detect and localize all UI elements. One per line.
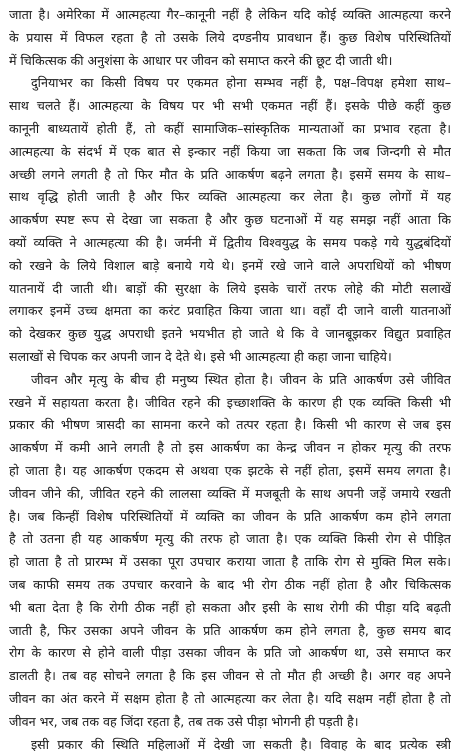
paragraph-4 <box>9 734 451 756</box>
text-line: जीवन जीने की, जीवित रहने की लालसा व्यक्ति में मजबूती के साथ अपनी जड़ें जमाये रखती <box>9 483 451 506</box>
text-line: यातनायें दी जाती थी। बाड़ों की सुरक्षा के लिये इसके चारों तरफ लोहे की मोटी सलाखें <box>9 278 451 301</box>
text-line: आत्महत्या के संदर्भ में एक बात से इन्कार नहीं किया जा सकता कि जब जिन्दगी से मौत <box>9 141 451 164</box>
text-line: आकर्षण में कमी आने लगती है तो इस आकर्षण का केन्द्र जीवन न होकर मृत्यु की तरफ <box>9 437 451 460</box>
text-line: जब काफी समय तक उपचार करवाने के बाद भी रोग ठीक नहीं होता है और चिकित्सक <box>9 574 451 597</box>
text-line: आकर्षण स्पष्ट रूप से देखा जा सकता है और कुछ घटनाओं में यह समझ नहीं आता कि <box>9 209 451 232</box>
text-line: हो जाता है तो प्रारम्भ में उसका पूरा उपचार कराया जाता है ताकि रोग से मुक्ति मिल सके। <box>9 551 451 574</box>
text-line: रोग के कारण से होने वाली पीड़ा उसका जीवन के प्रति जो आकर्षण था, उसे समाप्त कर <box>9 642 451 665</box>
text-line: दुनियाभर का किसी विषय पर एकमत होना सम्भव नहीं है, पक्ष–विपक्ष हमेशा साथ– <box>9 72 451 95</box>
paragraph-3 <box>9 369 451 734</box>
text-line: जाता है। अमेरिका में आत्महत्या गैर–कानूनी नहीं है लेकिन यदि कोई व्यक्ति आत्महत्या करने <box>9 4 451 27</box>
text-line: इसी प्रकार की स्थिति महिलाओं में देखी जा सकती है। विवाह के बाद प्रत्येक स्त्री <box>9 734 451 756</box>
text-line: सलाखों से चिपक कर अपनी जान दे देते थे। इसे भी आत्महत्या ही कहा जाना चाहिये। <box>9 346 451 369</box>
text-line: है तो उतना ही यह आकर्षण मृत्यु की तरफ हो जाता है। एक व्यक्ति किसी रोग से पीड़ित <box>9 528 451 551</box>
text-line: रखने में सहायता करता है। जीवित रहने की इच्छाशक्ति के कारण ही एक व्यक्ति किसी भी <box>9 392 451 415</box>
text-line: है। जब किन्हीं विशेष परिस्थितियों में व्यक्ति का जीवन के प्रति आकर्षण कम होने लगता <box>9 506 451 529</box>
text-line: डालती है। तब वह सोचने लगता है कि इस जीवन से तो मौत ही अच्छी है। अगर वह अपने <box>9 665 451 688</box>
text-line: भी बता देता है कि रोगी ठीक नहीं हो सकता और इसी के साथ रोगी की पीड़ा यदि बढ़ती <box>9 597 451 620</box>
text-line: जाती है, फिर उसका अपने जीवन के प्रति आकर्षण कम होने लगता है, कुछ समय बाद <box>9 620 451 643</box>
text-line: प्रकार की भीषण त्रासदी का सामना करने को तत्पर रहता है। किसी भी कारण से जब इस <box>9 414 451 437</box>
text-line: जीवन का अंत करने में सक्षम होता है तो आत्महत्या कर लेता है। यदि सक्षम नहीं होता है तो <box>9 688 451 711</box>
text-line: हो जाता है। यह आकर्षण एकदम से अथवा एक झटके से नहीं होता, इसमें समय लगता है। <box>9 460 451 483</box>
text-line: के प्रयास में विफल रहता है तो उसके लिये दण्डनीय प्रावधान हैं। कुछ विशेष परिस्थितियों <box>9 27 451 50</box>
text-line: क्यों व्यक्ति ने आत्महत्या की है। जर्मनी में द्वितीय विश्वयुद्ध के समय पकड़े गये युद्धबंदियों <box>9 232 451 255</box>
text-line: जीवन भर, जब तक वह जिंदा रहता है, तब तक उसे पीड़ा भोगनी ही पड़ती है। <box>9 711 451 734</box>
paragraph-2 <box>9 72 451 368</box>
text-line: लगाकर इनमें उच्च क्षमता का करंट प्रवाहित किया जाता था। वहाँ दी जाने वाली यातनाओं <box>9 300 451 323</box>
paragraph-1 <box>9 4 451 72</box>
text-line: में चिकित्सक की अनुशंसा के आधार पर जीवन को समाप्त करने की छूट दी जाती थी। <box>9 50 451 73</box>
text-line: साथ वृद्धि होती जाती है और फिर व्यक्ति आत्महत्या कर लेता है। कुछ लोगों में यह <box>9 186 451 209</box>
text-line: जीवन और मृत्यु के बीच ही मनुष्य स्थित होता है। जीवन के प्रति आकर्षण उसे जीवित <box>9 369 451 392</box>
text-line: को रखने के लिये विशाल बाड़े बनाये गये थे। इनमें रखे जाने वाले अपराधियों को भीषण <box>9 255 451 278</box>
text-line: साथ चलते हैं। आत्महत्या के विषय पर भी सभी एकमत नहीं हैं। इसके पीछे कहीं कुछ <box>9 95 451 118</box>
text-line: कानूनी बाध्यतायें होती हैं, तो कहीं सामाजिक–सांस्कृतिक मान्यताओं का प्रभाव रहता है। <box>9 118 451 141</box>
text-line: अच्छी लगने लगती है तो फिर मौत के प्रति आकर्षण बढ़ने लगता है। इसमें समय के साथ– <box>9 164 451 187</box>
text-line: को देखकर कुछ युद्ध अपराधी इतने भयभीत हो जाते थे कि वे जानबूझकर विद्युत प्रवाहित <box>9 323 451 346</box>
